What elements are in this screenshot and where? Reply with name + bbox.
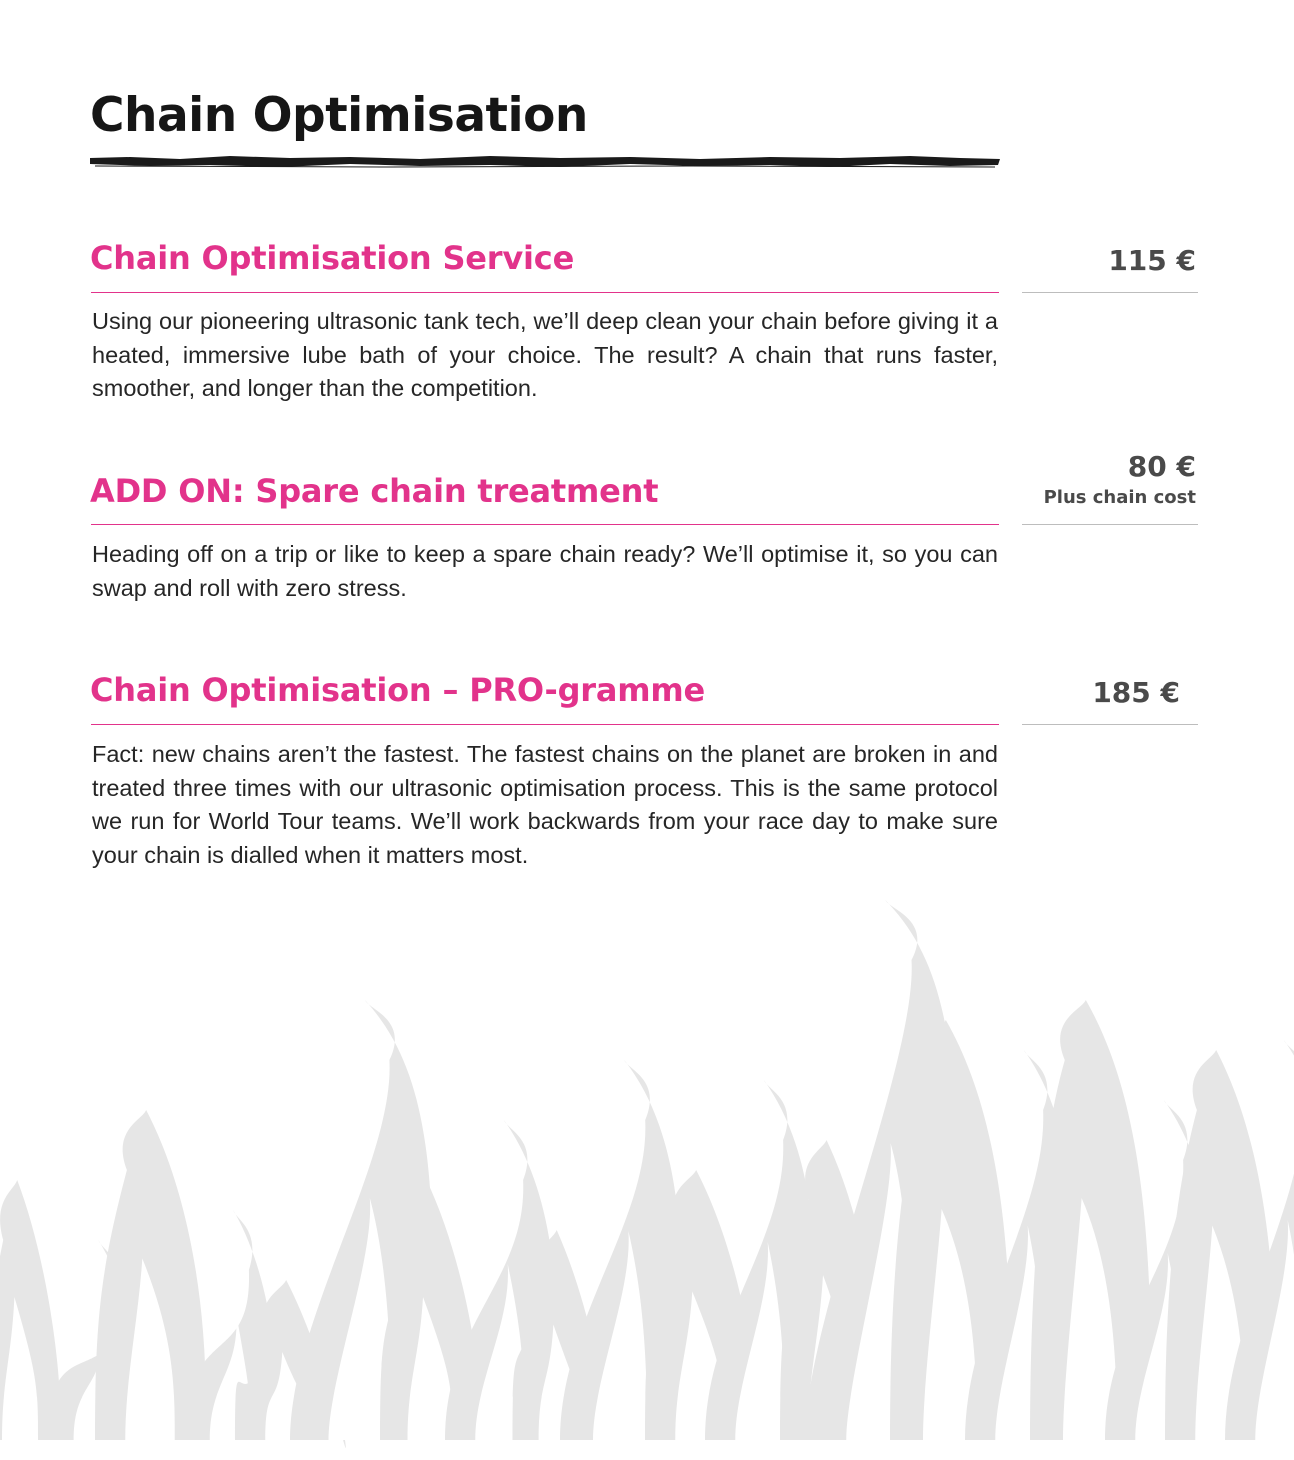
service-price: 185 €: [1092, 676, 1180, 709]
service-divider: [91, 292, 999, 293]
service-name: Chain Optimisation Service: [90, 239, 575, 277]
page-title: Chain Optimisation: [90, 88, 588, 143]
service-description: Fact: new chains aren’t the fastest. The fastest chains on the planet are broken in and treated three times with our ultrasonic optimisation process. This is the same protocol we run for World Tour teams. We’ll work backwards from your race day to make sure your chain is dialled when it matters most.: [92, 741, 998, 868]
service-divider: [91, 724, 999, 725]
service-description: Heading off on a trip or like to keep a spare chain ready? We’ll optimise it, so you can swap and roll with zero stress.: [92, 541, 998, 601]
price-divider: [1022, 524, 1198, 525]
service-name: Chain Optimisation – PRO-gramme: [90, 671, 706, 709]
service-price: 115 €: [1108, 244, 1196, 277]
price-note: Plus chain cost: [1043, 487, 1196, 508]
service-name: ADD ON: Spare chain treatment: [90, 472, 659, 510]
price-divider: [1022, 724, 1198, 725]
brush-stroke-underline: [90, 154, 1000, 170]
service-price: 80 €: [1127, 450, 1196, 483]
price-divider: [1022, 292, 1198, 293]
service-description: Using our pioneering ultrasonic tank tech, we’ll deep clean your chain before giving it a heated, immersive lube bath of your choice. The result? A chain that runs faster, smoother, and longer than the competition.: [92, 308, 998, 401]
service-divider: [91, 524, 999, 525]
